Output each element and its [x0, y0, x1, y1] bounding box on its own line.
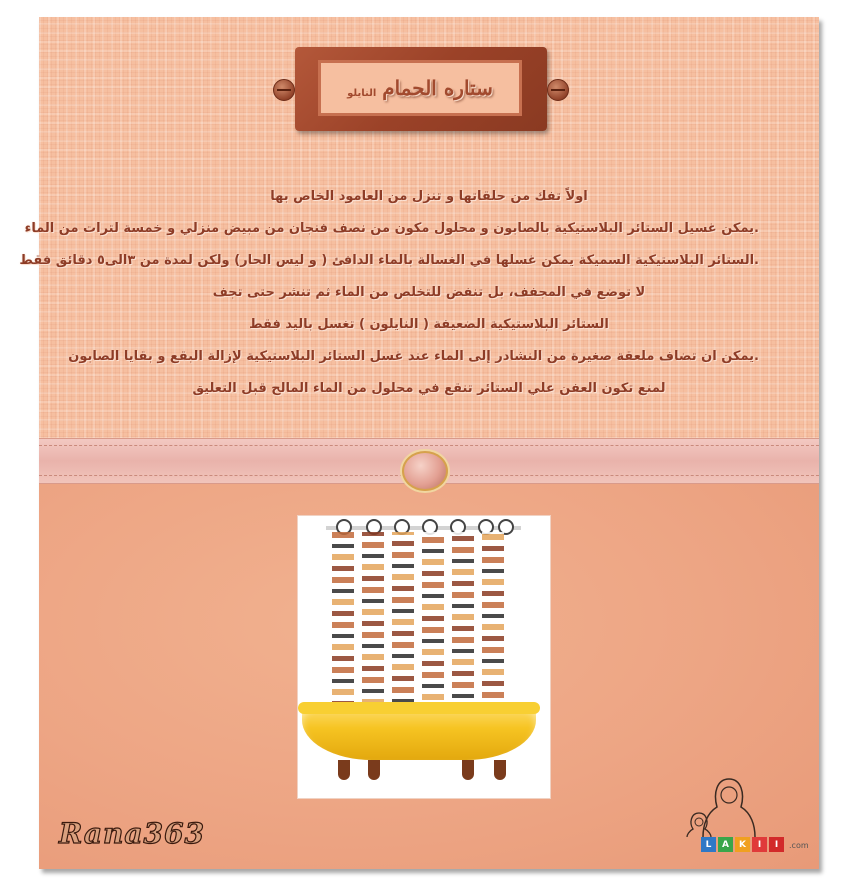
logo-letter: I [769, 837, 784, 852]
lakii-logo [659, 773, 809, 863]
curtain-strip [422, 532, 444, 712]
screw-left-icon [273, 79, 295, 101]
instruction-line: .يمكن ان تضاف ملعقة صغيرة من النشادر إلى الماء عند غسل الستائر البلاستيكية لإزالة البقع و بقايا الصابون [68, 349, 759, 364]
title-plaque [295, 47, 547, 131]
curtain-strip [392, 532, 414, 712]
logo-suffix: .com [789, 841, 809, 850]
instruction-line: .الستائر البلاستيكية السميكة يمكن غسلها في الغسالة بالماء الدافئ ( و ليس الحار) ولكن لمدة من ٣الى٥ دقائق فقط [19, 253, 759, 268]
instruction-line: الستائر البلاستيكية الضعيفة ( النايلون ) تغسل باليد فقط [249, 317, 609, 332]
title-subtitle: النايلو [347, 87, 377, 99]
bathtub-leg-icon [462, 760, 474, 780]
page-title: ستاره الحمام [382, 76, 493, 100]
curtain-strip [452, 532, 474, 712]
instruction-line: اولاً تفك من حلقاتها و تنزل من العامود الخاص بها [270, 189, 588, 204]
instructions-text [19, 181, 759, 405]
logo-letter: L [701, 837, 716, 852]
instruction-line: لمنع تكون العفن علي الستائر تنقع في محلول من الماء المالح قبل التعليق [192, 381, 666, 396]
instruction-line: .يمكن غسيل الستائر البلاستيكية بالصابون و محلول مكون من نصف فنجان من مبيض منزلي و خمسة لترات من الماء [24, 221, 759, 236]
bathtub-leg-icon [338, 760, 350, 780]
screw-right-icon [547, 79, 569, 101]
signature: Rana363 [59, 817, 206, 850]
curtain-strip [362, 532, 384, 712]
curtain-strip [482, 532, 504, 712]
title-frame [318, 60, 522, 116]
shower-curtain-photo [297, 515, 551, 799]
bathtub-leg-icon [368, 760, 380, 780]
lakii-figures-icon [659, 773, 799, 837]
card [19, 17, 819, 869]
instruction-line: لا توضع في المجفف، بل تنفض للتخلص من الماء ثم تنشر حتى تجف [212, 285, 646, 300]
logo-letter: K [735, 837, 750, 852]
bathtub-rim [298, 702, 540, 714]
logo-letter: A [718, 837, 733, 852]
curtain-strip [332, 532, 354, 712]
logo-letter: I [752, 837, 767, 852]
ribbon-gem-ornament [402, 451, 448, 491]
bathtub-leg-icon [494, 760, 506, 780]
